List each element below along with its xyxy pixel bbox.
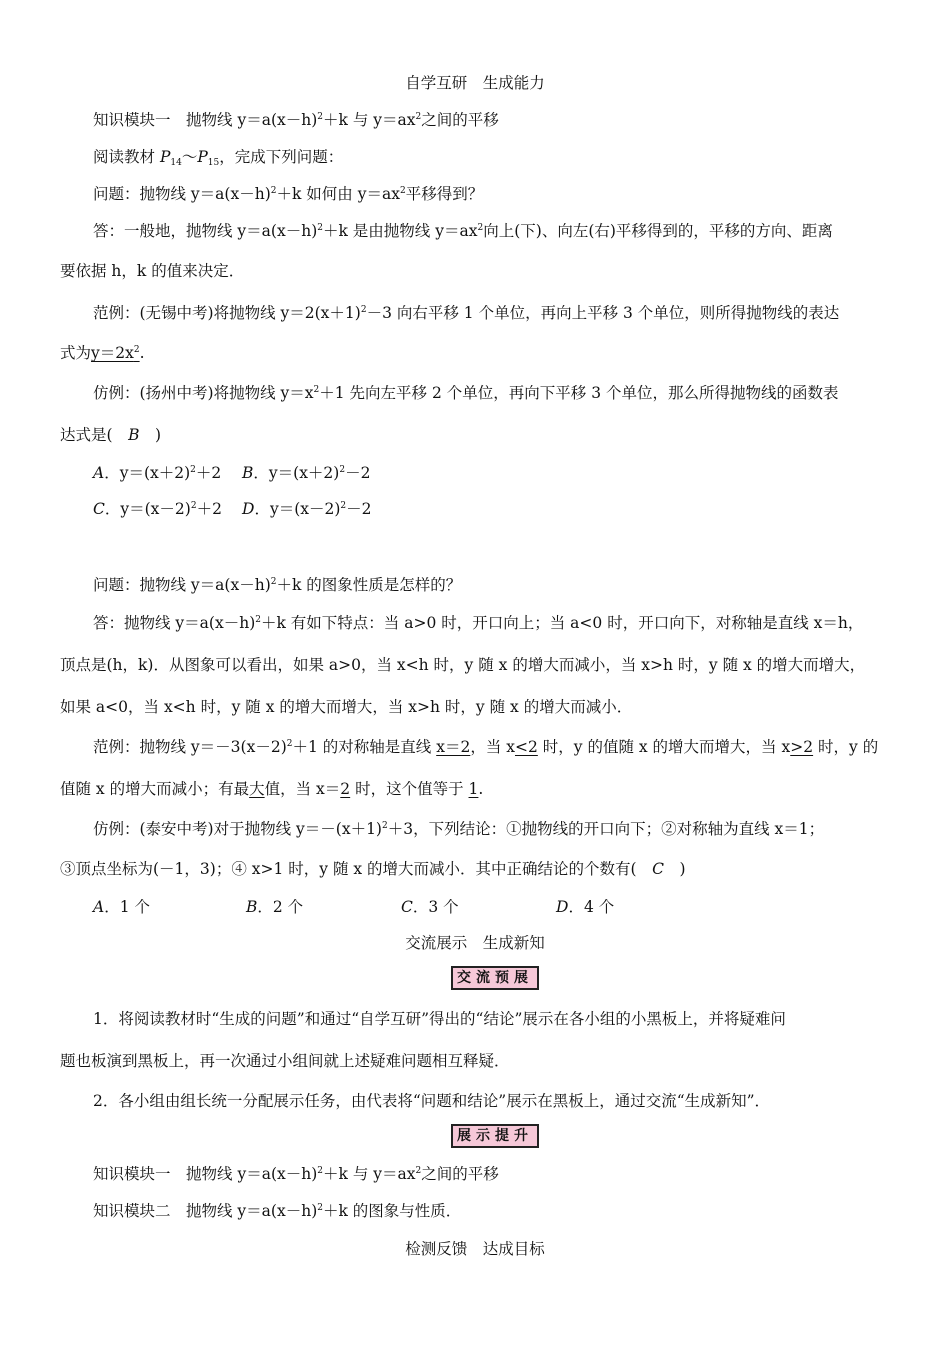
answer-one-line-2: 要依据 h，k 的值来决定． [60,262,245,280]
example-two-line-2: 值随 x 的增大而减小；有最大值，当 x＝2 时，这个值等于 1. [60,780,484,798]
example-one-line-1: 范例：(无锡中考)将抛物线 $y=2(x+1)^2-3$ 向右平移 1 个单位，再向上平移 3 个单位，则所得抛物线的表达 [93,304,840,322]
option2-b: B．2 个 [246,898,304,916]
option2-a: A．1 个 [93,898,150,916]
module-one-heading: 知识模块一 抛物线 $y=a(x-h)^2+k$ 与 $y=ax^2$之间的平移 [93,111,499,129]
exchange-preview-badge: 交流预展 [451,966,539,990]
option-d: D．$y=(x-2)^2-2$ [242,500,372,518]
question-one: 问题：抛物线 $y=a(x-h)^2+k$ 如何由 $y=ax^2$平移得到？ [93,185,484,203]
example-one-answer: $y=2x^2$ [91,344,140,362]
imitation-two-line-1: 仿例：(泰安中考)对于抛物线 $y=-(x+1)^2+3$，下列结论：①抛物线的开口向下；②对称轴为直线 x＝1； [93,820,825,838]
imitation-two-answer: C [652,860,664,878]
example-two-line-1: 范例：抛物线 $y=-3(x-2)^2+1$ 的对称轴是直线 x＝2，当 x<2 时，y 的值随 x 的增大而增大，当 x>2 时，y 的 [93,738,879,756]
imitation-one-line-2: 达式是( B ) [60,426,162,444]
module-two-heading: 知识模块二 抛物线 $y=a(x-h)^2+k$ 的图象与性质． [93,1202,462,1220]
section-title-self-study: 自学互研 生成能力 [405,74,545,92]
option-c: C．$y=(x-2)^2+2$ [93,500,222,518]
module-one-repeat: 知识模块一 抛物线 $y=a(x-h)^2+k$ 与 $y=ax^2$之间的平移 [93,1165,499,1183]
example-one-line-2: 式为$y=2x^2$. [60,344,145,362]
option2-d: D．4 个 [556,898,615,916]
answer-two-line-3: 如果 a<0，当 x<h 时，y 随 x 的增大而增大，当 x>h 时，y 随 x 的增大而减小． [60,698,633,716]
item-one-line-1: 1．将阅读教材时“生成的问题”和通过“自学互研”得出的“结论”展示在各小组的小黑板上，并将疑难问 [93,1010,786,1028]
reading-instruction: 阅读教材 $P_{14}\sim P_{15}$，完成下列问题： [93,148,344,168]
imitation-one-line-1: 仿例：(扬州中考)将抛物线 $y=x^2+1$ 先向左平移 2 个单位，再向下平移 3 个单位，那么所得抛物线的函数表 [93,384,839,402]
option2-c: C．3 个 [401,898,459,916]
option-b: B．$y=(x+2)^2-2$ [242,464,371,482]
option-a: A．$y=(x+2)^2+2$ [93,464,222,482]
section-title-exchange: 交流展示 生成新知 [405,934,545,952]
answer-two-line-2: 顶点是(h，k)．从图象可以看出，如果 a>0，当 x<h 时，y 随 x 的增大而减小，当 x>h 时，y 随 x 的增大而增大， [60,656,866,674]
item-two: 2．各小组由组长统一分配展示任务，由代表将“问题和结论”展示在黑板上，通过交流“生成新知”． [93,1092,771,1110]
section-title-feedback: 检测反馈 达成目标 [405,1240,545,1258]
imitation-two-line-2: ③顶点坐标为(－1，3)；④ x>1 时，y 随 x 的增大而减小．其中正确结论的个数有( C ) [60,860,686,878]
question-two: 问题：抛物线 $y=a(x-h)^2+k$ 的图象性质是怎样的？ [93,576,462,594]
display-improve-badge: 展示提升 [451,1124,539,1148]
answer-two-line-1: 答：抛物线 $y=a(x-h)^2+k$ 有如下特点：当 a>0 时，开口向上；当 a<0 时，开口向下，对称轴是直线 x＝h， [93,614,864,632]
item-one-line-2: 题也板演到黑板上，再一次通过小组间就上述疑难问题相互释疑． [60,1052,510,1070]
imitation-one-answer: B [128,426,140,444]
answer-one-line-1: 答：一般地，抛物线 $y=a(x-h)^2+k$ 是由抛物线 $y=ax^2$向上(下)、向左(右)平移得到的，平移的方向、距离 [93,222,833,240]
